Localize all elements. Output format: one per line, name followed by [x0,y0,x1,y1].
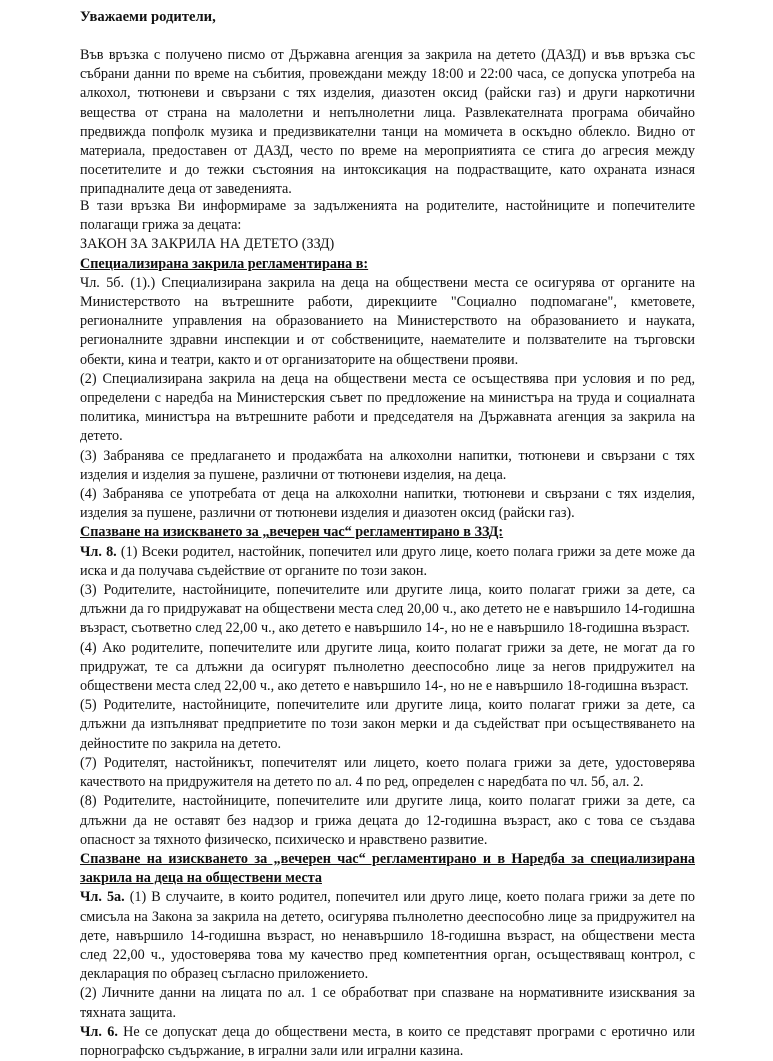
art-5b-para-3: (3) Забранява се предлагането и продажбата на алкохолни напитки, тютюневи и свързани с тях изделия и изделия за пушене, различни от тютюневи изделия, на деца. [80,447,695,483]
law-title: ЗАКОН ЗА ЗАКРИЛА НА ДЕТЕТО (ЗЗД) [80,236,335,253]
art-5b-para-2: (2) Специализирана закрила на деца на обществени места се осъществява при условия и по ред, определени с наредба на Министерския съвет по предложение на министъра на труда и социалната политика, министъра на вътрешните работи и председателя на Държавната агенция за закрила на детето. [80,370,695,445]
section-heading-specialized-protection: Специализирана закрила регламентирана в: [80,255,369,272]
inform-text: В тази връзка Ви информираме за задълженията на родителите, настойниците и попечителите полагащи грижа за децата: [80,198,695,234]
art-5b-para-4: (4) Забранява се употребата от деца на алкохолни напитки, тютюневи и свързани с тях изделия, изделия за пушене, различни от тютюневи изделия и диазотен оксид (райски газ). [80,486,695,522]
art-8-para-8: (8) Родителите, настойниците, попечителите или другите лица, които полагат грижи за дете, са длъжни да не оставят без надзор и грижа децата до 12-годишна възраст, ако с това се създава опасност за тяхното физическо, психическо и нравствено развитие. [80,793,695,848]
intro-paragraph [80,46,695,200]
art-6-para [80,1023,695,1061]
art-8-para-3: (3) Родителите, настойниците, попечителите или другите лица, които полагат грижи за дете, са длъжни да го придружават на обществени места след 20,00 ч., ако детето не е навършило 14-годишна възраст, съответно след 22,00 ч., ако детето е навършило 14-, но не е навършило 18-годишна възраст. [80,582,695,637]
body [80,197,695,1061]
art-6-label: Чл. 6. [80,1023,118,1040]
art-8-para-1-text: (1) Всеки родител, настойник, попечител или друго лице, което полага грижи за дете може да иска и да получава съдействие от органите по този закон. [80,543,695,579]
section-heading-curfew-zzd: Спазване на изискването за „вечерен час“ регламентирано в ЗЗД: [80,524,504,541]
art-8-para-4: (4) Ако родителите, попечителите или другите лица, които полагат грижи за дете, не могат да го придружат, те са длъжни да осигурят пълнолетно дееспособно лице за негов придружител на обществени места след 22,00 ч., ако детето е навършило 14-, но не е навършило 18-годишна възраст. [80,639,695,695]
art-5a-para-2: (2) Личните данни на лицата по ал. 1 се обработват при спазване на нормативните изисквания за тяхната защита. [80,985,695,1021]
art-8-para-5: (5) Родителите, настойниците, попечителите или другите лица, които полагат грижи за дете, са длъжни да изпълняват предприетите по този закон мерки и да съдействат при осъществяването на дейностите по закрила на детето. [80,697,695,752]
art-5b-para-1: Чл. 5б. (1).) Специализирана закрила на деца на обществени места се осигурява от органите на Министерството на вътрешните работи, дирекциите "Социално подпомагане", кметовете, регионалните управления на образованието на Министерството на образованието и науката, регионалните здравни инспекции и от собствениците, наемателите и ползвателите на търговски обекти, кина и театри, както и от организаторите на обществени прояви. [80,274,695,368]
section-heading-curfew-ordinance: Спазване на изискването за „вечерен час“ регламентирано и в Наредба за специализирана закрила на деца на обществени места [80,850,695,887]
greeting: Уважаеми родители, [80,9,216,25]
art-5a-para-1-text: (1) В случаите, в които родител, попечител или друго лице, което полага грижи за дете по смисъла на Закона за закрила на детето, осигурява пълнолетно дееспособно лице за придружител на дете, навършило 14-годишна възраст, но ненавършило 18-годишна възраст, на обществени места след 22,00 ч., удостоверява това му качество пред компетентния орган, осъществяващ контрол, с декларация по образец съгласно приложението. [80,889,696,983]
intro-text: Във връзка с получено писмо от Държавна агенция за закрила на детето (ДАЗД) и във връзка със събрани данни по време на събития, провеждани между 18:00 и 22:00 часа, се допуска употреба на алкохол, тютюневи и свързани с тях изделия, диазотен оксид (райски газ) и други наркотични вещества от страна на малолетни и непълнолетни лица. Развлекателната програма обичайно предвижда попфолк музика и предизвикателни танци на момичета в оскъдно облекло. Видно от материала, предоставен от ДАЗД, често по време на мероприятията се стига до агресия между посетителите и до тежки състояния на интоксикация на подрастващите, като охраната изнася припадналите деца от заведенията. [80,47,695,198]
art-6-text: Не се допускат деца до обществени места, в които се представят програми с еротично или порнографско съдържание, в игрални зали или игрални казина. [80,1023,695,1059]
art-8-para-7: (7) Родителят, настойникът, попечителят или лицето, което полага грижи за дете, удостоверява качеството на придружителя на детето по ал. 4 по ред, определен с наредбата по чл. 5б, ал. 2. [80,754,695,791]
art-8-label: Чл. 8. [80,543,117,560]
art-5a-para-1 [80,888,695,984]
art-8-para-1 [80,543,695,581]
art-5a-label: Чл. 5а. [80,889,125,906]
